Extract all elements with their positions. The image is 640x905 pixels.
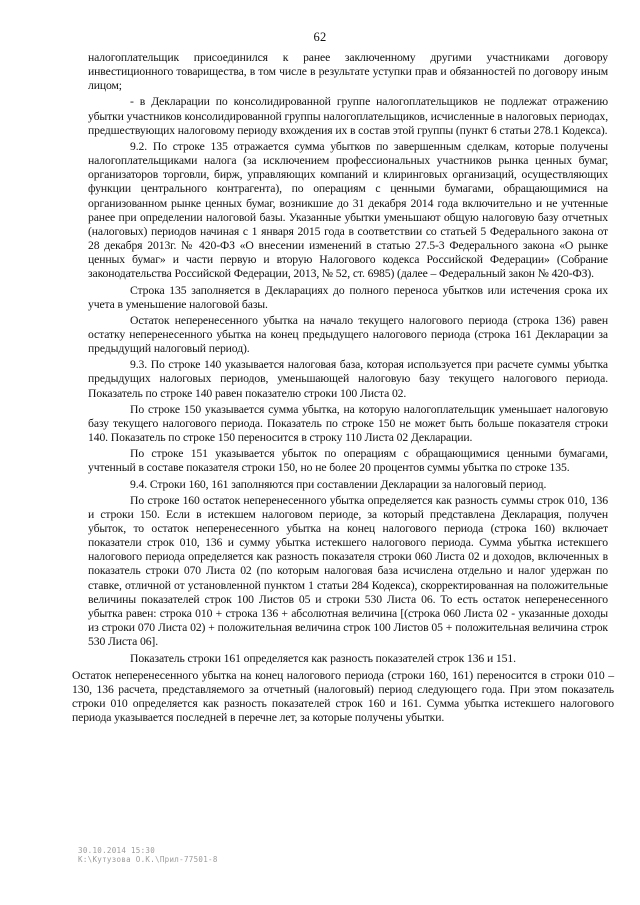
paragraph-carry-forward: Остаток неперенесенного убытка на конец налогового периода (строки 160, 161) переносится в строки 010 – 130, 136 расчета, представляемого за отчетный (налоговый) период следующего года. При этом показатель строки 010 определяется как разность показателей строк 160 и 161. Сумма убытка истекшего налогового периода указывается последней в перечне лет, за которые получены убытки. (72, 668, 614, 725)
paragraph-line-150: По строке 150 указывается сумма убытка, на которую налогоплательщик уменьшает налоговую базу текущего налогового периода. Показатель по строке 150 не может быть больше показателя строки 140. Показатель по строке 150 переносится в строку 110 Листа 02 Декларации. (88, 402, 608, 445)
file-stamp-date: 30.10.2014 15:30 (78, 846, 156, 855)
paragraph-line-136-balance: Остаток неперенесенного убытка на начало текущего налогового периода (строка 136) равен остатку неперенесенного убытка на конец предыдущего налогового периода (строка 161 Декларации за предыдущий налоговый период). (88, 313, 608, 356)
paragraph-line-135-filling: Строка 135 заполняется в Декларациях до полного переноса убытков или истечения срока их учета в уменьшение налоговой базы. (88, 283, 608, 311)
document-body (72, 51, 614, 727)
paragraph-9-3-line-140: 9.3. По строке 140 указывается налоговая база, которая используется при расчете суммы убытка предыдущих налоговых периодов, уменьшающей налоговую базу текущего налогового периода. Показатель по строке 140 равен показателю строки 100 Листа 02. (88, 358, 608, 400)
file-stamp-path: К:\Кутузова О.К.\Прил-77501-8 (78, 855, 218, 864)
page-number: 62 (313, 30, 327, 44)
file-stamp (78, 846, 218, 864)
paragraph-consolidated-group: - в Декларации по консолидированной группе налогоплательщиков не подлежат отражению убытки участников консолидированной группы налогоплательщиков, исчисленные в налоговых периодах, предшествующих налоговому периоду вхождения их в состав этой группы (пункт 6 статьи 278.1 Кодекса). (88, 95, 608, 137)
paragraph-line-161: Показатель строки 161 определяется как разность показателей строк 136 и 151. (130, 652, 516, 666)
paragraph-line-160: По строке 160 остаток неперенесенного убытка определяется как разность суммы строк 010, 136 и строки 150. Если в истекшем налоговом периоде, за который представлена Декларация, получен убыток, то остаток неперенесенного убытка на конец налогового периода (строка 160) включает показатели строк 010, 136 и сумму убытка истекшего налогового периода. Сумма убытка истекшего налогового периода определяется как разность показателя строки 060 Листа 02 и доходов, включенных в показатель строки 070 Листа 02 (по которым налоговая база исчислена отдельно и налог удержан по ставке, отличной от установленной пунктом 1 статьи 284 Кодекса), скорректированная на положительные величины показателей строк 100 Листов 05 и строки 530 Листа 06. То есть остаток неперенесенного убытка равен: строка 010 + строка 136 + абсолютная величина [(строка 060 Листа 02 - указанные доходы из строки 070 Листа 02) + положительная величина строк 100 Листов 05 + положительная величина строк 530 Листа 06]. (88, 493, 608, 649)
paragraph-9-2-line-135: 9.2. По строке 135 отражается сумма убытков по завершенным сделкам, которые получены налогоплательщиками налога (за исключением профессиональных участников рынка ценных бумаг, организаторов торговли, бирж, управляющих компаний и клиринговых организаций, осуществляющих функции центрального контрагента), по операциям с ценными бумагами, обращающимися на организованном рынке ценных бумаг, возникшие до 31 декабря 2014 года включительно и не учтенные ранее при определении налоговой базы. Указанные убытки уменьшают общую налоговую базу отчетных (налоговых) периодов начиная с 1 января 2015 года в соответствии со статьей 5 Федерального закона от 28 декабря 2013г. № 420-ФЗ «О внесении изменений в статью 27.5-3 Федерального закона «О рынке ценных бумаг» и части первую и вторую Налогового кодекса Российской Федерации» (Собрание законодательства Российской Федерации, 2013, № 52, ст. 6985) (далее – Федеральный закон № 420-ФЗ). (88, 139, 608, 281)
paragraph-9-4-lines-160-161: 9.4. Строки 160, 161 заполняются при составлении Декларации за налоговый период. (130, 477, 547, 491)
paragraph-line-151: По строке 151 указывается убыток по операциям с обращающимися ценными бумагами, учтенный в составе показателя строки 150, но не более 20 процентов суммы убытка по строке 135. (88, 447, 608, 475)
paragraph-investment-partnership: налогоплательщик присоединился к ранее заключенному другими участниками договору инвестиционного товарищества, в том числе в результате уступки прав и обязанностей по договору иным лицом; (88, 51, 608, 93)
